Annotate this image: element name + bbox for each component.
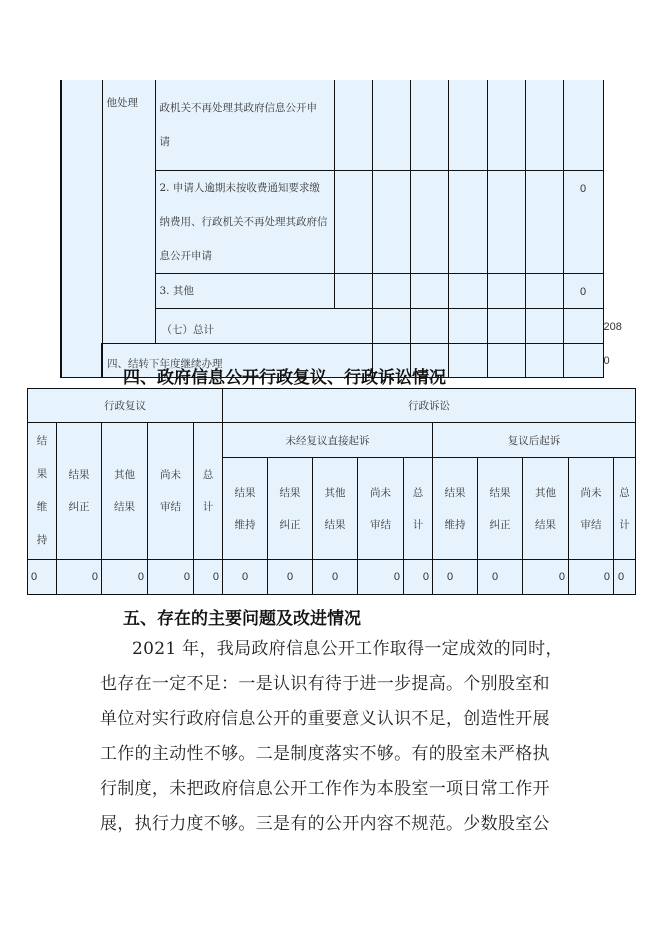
paragraph-line: 展，执行力度不够。三是有的公开内容不规范。少数股室公: [100, 814, 550, 834]
value-cell: [372, 308, 410, 343]
row-label-line: 政机关不再处理其政府信息公开申: [159, 101, 317, 114]
value-cell: 0: [569, 560, 614, 595]
header-line: 计: [202, 501, 214, 513]
header-line: 其他: [535, 486, 557, 499]
value-cell: [372, 273, 410, 308]
header-line: 结果: [489, 486, 511, 499]
value-cell: [525, 273, 563, 308]
row-label: [155, 80, 334, 170]
application-results-table: 他处理 政机关不再处理其政府信息公开申 请 2. 申请人逾期未按收费通知要求缴 纳费用、行政机关不再处理其政府信 息公开申请 0 3. 其他 0 （七）总计 208 四、结转下年度继续办理 0: [60, 80, 604, 378]
value-cell: 0: [57, 560, 102, 595]
value-cell: [525, 170, 563, 273]
row-label-line: 2. 申请人逾期未按收费通知要求缴: [159, 181, 320, 194]
value-cell: [563, 343, 603, 377]
value-cell: [410, 170, 448, 273]
suit-col-header: [404, 458, 433, 560]
total-cell: 0: [563, 273, 603, 308]
category-cell: [102, 80, 155, 343]
value-cell: [334, 80, 372, 170]
paragraph-line: 工作的主动性不够。二是制度落实不够。有的股室未严格执: [100, 744, 550, 764]
suit-col-header: [268, 458, 313, 560]
header-line: 计: [412, 518, 424, 531]
paragraph-line: 2021 年，我局政府信息公开工作取得一定成效的同时，: [132, 639, 563, 659]
value-cell: [487, 80, 525, 170]
value-cell: 0: [223, 560, 268, 595]
header-line: 其他: [114, 469, 135, 481]
header-line: 结果: [279, 486, 301, 499]
row-label: [155, 170, 334, 273]
suit-col-header: [478, 458, 523, 560]
paragraph-line: 单位对实行政府信息公开的重要意义认识不足，创造性开展: [100, 709, 550, 729]
header-line: 结: [36, 435, 48, 447]
review-litigation-table: [27, 388, 636, 595]
row-label-line: 纳费用、行政机关不再处理其政府信: [159, 215, 328, 228]
review-col-header: [28, 423, 57, 560]
value-cell: [410, 80, 448, 170]
value-cell: [525, 308, 563, 343]
header-line: 维持: [234, 518, 256, 531]
header-line: 审结: [580, 518, 602, 531]
header-line: 尚未: [370, 486, 392, 499]
value-cell: 0: [523, 560, 569, 595]
header-line: 计: [619, 518, 630, 531]
carryover-label-text: 四、结转下年度继续办理: [107, 357, 223, 370]
value-cell: [372, 80, 410, 170]
header-line: 纠正: [489, 518, 511, 531]
paragraph-line: 行制度，未把政府信息公开工作作为本股室一项日常工作开: [100, 779, 550, 799]
value-cell: [448, 273, 487, 308]
header-line: 尚未: [160, 469, 181, 481]
value-cell: [448, 343, 487, 377]
outer-category-cell: [61, 80, 102, 377]
value-cell: 0: [614, 560, 636, 595]
value-cell: [563, 308, 603, 343]
value-cell: 0: [268, 560, 313, 595]
header-line: 审结: [370, 518, 392, 531]
header-line: 总: [202, 469, 214, 481]
header-line: 果: [36, 468, 48, 480]
total-cell: [563, 80, 603, 170]
total-cell: 0: [563, 170, 603, 273]
review-col-header: [194, 423, 223, 560]
value-cell: [410, 273, 448, 308]
value-cell: 0: [148, 560, 194, 595]
value-cell: [487, 343, 525, 377]
subtotal-label-text: （七）总计: [161, 323, 214, 336]
value-cell: 0: [404, 560, 433, 595]
value-cell: 0: [478, 560, 523, 595]
header-line: 审结: [160, 501, 181, 513]
value-cell: [334, 273, 372, 308]
header-line: 维持: [444, 518, 466, 531]
review-col-header: [148, 423, 194, 560]
row-label: 3. 其他: [155, 273, 334, 308]
value-cell: [525, 80, 563, 170]
header-line: 其他: [324, 486, 346, 499]
suit-col-header: [433, 458, 478, 560]
direct-suit-header: 未经复议直接起诉: [223, 423, 433, 458]
header-line: 纠正: [279, 518, 301, 531]
header-line: 结果: [68, 469, 90, 481]
admin-review-header: 行政复议: [28, 389, 223, 423]
paragraph-line: 也存在一定不足：一是认识有待于进一步提高。个别股室和: [100, 674, 550, 694]
value-cell: 0: [433, 560, 478, 595]
value-cell: [525, 343, 563, 377]
suit-col-header: [223, 458, 268, 560]
header-line: 结果: [444, 486, 466, 499]
section5-heading: 五、存在的主要问题及改进情况: [123, 609, 361, 629]
header-line: 持: [36, 534, 48, 546]
value-cell: 0: [313, 560, 358, 595]
value-cell: 0: [358, 560, 404, 595]
row-label-line: 请: [159, 135, 170, 148]
section5-paragraph: [100, 632, 570, 842]
category-label: 他处理: [106, 97, 138, 109]
value-cell: [448, 80, 487, 170]
section4-heading: 四、政府信息公开行政复议、行政诉讼情况: [123, 368, 446, 388]
header-line: 结果: [114, 501, 135, 513]
header-line: 总: [412, 486, 424, 499]
suit-col-header: [358, 458, 404, 560]
header-line: 总: [619, 486, 630, 499]
header-line: 维: [36, 501, 48, 513]
suit-col-header: [569, 458, 614, 560]
header-line: 尚未: [580, 486, 602, 499]
review-col-header: [102, 423, 148, 560]
value-cell: [448, 308, 487, 343]
value-cell: [448, 170, 487, 273]
suit-col-header: [614, 458, 636, 560]
header-line: 结果: [535, 518, 557, 531]
subtotal-label: [155, 308, 372, 343]
header-line: 纠正: [68, 501, 90, 513]
header-line: 结果: [324, 518, 346, 531]
value-cell: [334, 170, 372, 273]
review-col-header: [57, 423, 102, 560]
value-cell: 0: [102, 560, 148, 595]
value-cell: [487, 308, 525, 343]
value-cell: 0: [28, 560, 57, 595]
value-cell: [372, 170, 410, 273]
after-review-suit-header: 复议后起诉: [433, 423, 636, 458]
header-line: 结果: [234, 486, 256, 499]
suit-col-header: [523, 458, 569, 560]
value-cell: 0: [194, 560, 223, 595]
value-cell: [410, 308, 448, 343]
admin-litigation-header: 行政诉讼: [223, 389, 636, 423]
row-label-line: 息公开申请: [159, 249, 212, 262]
suit-col-header: [313, 458, 358, 560]
value-cell: [487, 170, 525, 273]
value-cell: [487, 273, 525, 308]
